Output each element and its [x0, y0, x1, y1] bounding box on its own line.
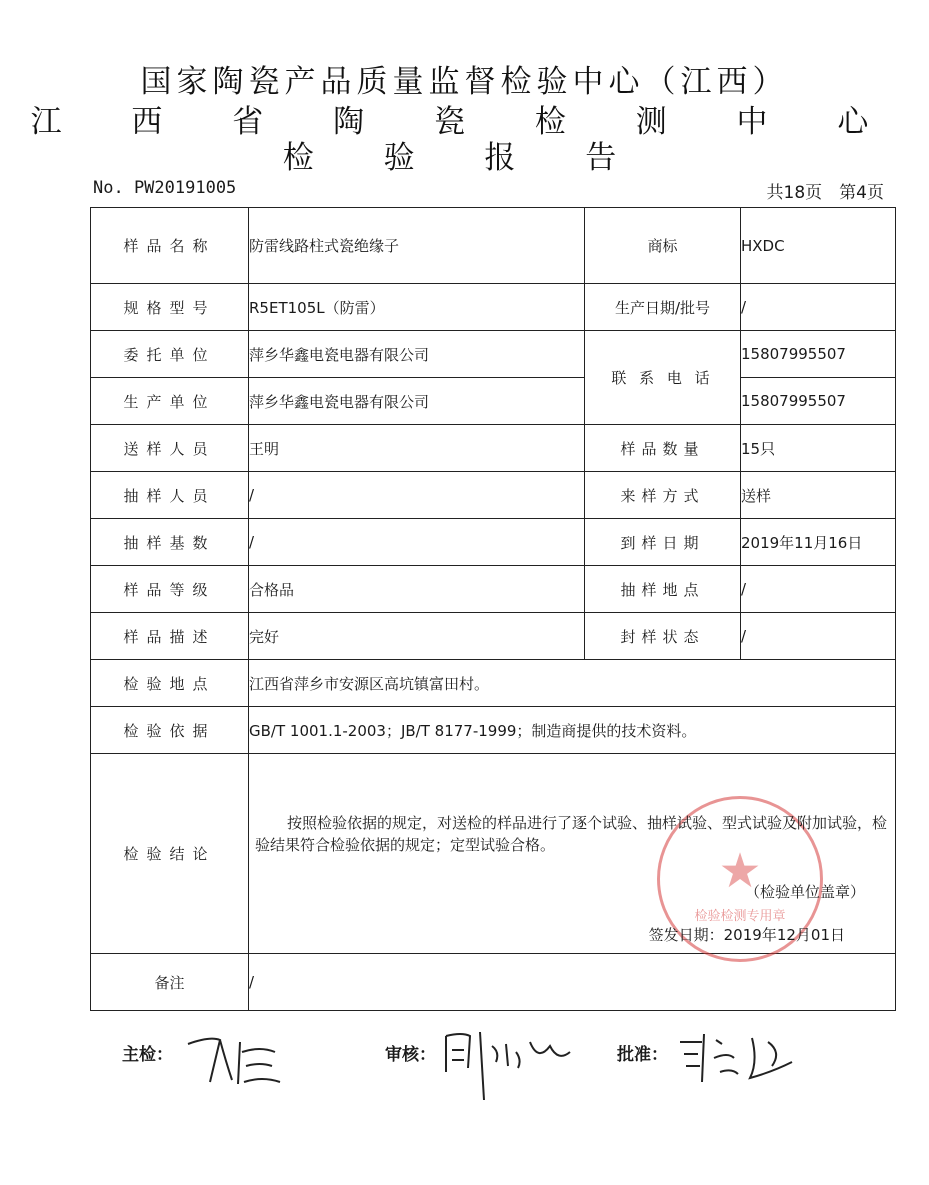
seal-star-icon: ★: [718, 843, 762, 899]
description-value: 完好: [249, 613, 585, 660]
arrival-date-value: 2019年11月16日: [741, 519, 896, 566]
description-label: 样品描述: [91, 613, 249, 660]
table-row: [91, 754, 896, 954]
model-label: 规格型号: [91, 284, 249, 331]
sender-value: 王明: [249, 425, 585, 472]
table-row: [91, 519, 896, 566]
producer-value: 萍乡华鑫电瓷电器有限公司: [249, 378, 585, 425]
quantity-value: 15只: [741, 425, 896, 472]
model-value: R5ET105L（防雷）: [249, 284, 585, 331]
table-row: [91, 378, 896, 425]
brand-value: HXDC: [741, 208, 896, 284]
table-row: [91, 284, 896, 331]
table-row: [91, 425, 896, 472]
seal-text: 检验检测专用章: [694, 909, 786, 924]
table-row: [91, 472, 896, 519]
sampler-label: 抽样人员: [91, 472, 249, 519]
main-inspector-signature-icon: [180, 1022, 290, 1092]
basis-value: GB/T 1001.1-2003；JB/T 8177-1999；制造商提供的技术资料。: [249, 707, 896, 754]
main-inspector-label: 主检：: [122, 1045, 173, 1065]
sampling-base-value: /: [249, 519, 585, 566]
quantity-label: 样品数量: [585, 425, 741, 472]
client-label: 委托单位: [91, 331, 249, 378]
table-row: [91, 660, 896, 707]
sampling-base-label: 抽样基数: [91, 519, 249, 566]
reviewer-signature-icon: [440, 1022, 580, 1102]
sampler-value: /: [249, 472, 585, 519]
basis-label: 检验依据: [91, 707, 249, 754]
grade-value: 合格品: [249, 566, 585, 613]
reviewer-label: 审核：: [385, 1045, 436, 1065]
table-row: [91, 566, 896, 613]
approver-signature-icon: [672, 1022, 812, 1092]
producer-phone-value: 15807995507: [741, 378, 896, 425]
conclusion-cell: [249, 754, 896, 954]
sample-method-label: 来样方式: [585, 472, 741, 519]
sampling-place-value: /: [741, 566, 896, 613]
table-row: [91, 954, 896, 1011]
production-date-label: 生产日期/批号: [585, 284, 741, 331]
producer-label: 生产单位: [91, 378, 249, 425]
page-info: 共18页 第4页: [766, 183, 884, 203]
client-phone-value: 15807995507: [741, 331, 896, 378]
sample-method-value: 送样: [741, 472, 896, 519]
title-line3-text: 检 验 报 告: [282, 140, 647, 176]
conclusion-label: 检验结论: [91, 754, 249, 954]
table-row: [91, 707, 896, 754]
table-row: [91, 208, 896, 284]
title-line2-text: 江 西 省 陶 瓷 检 测 中 心: [30, 104, 899, 140]
document-number: No. PW20191005: [93, 178, 237, 198]
inspection-place-value: 江西省萍乡市安源区高坑镇富田村。: [249, 660, 896, 707]
production-date-value: /: [741, 284, 896, 331]
remarks-value: /: [249, 954, 896, 1011]
table-row: [91, 331, 896, 378]
report-title-line3: [0, 132, 929, 177]
client-value: 萍乡华鑫电瓷电器有限公司: [249, 331, 585, 378]
approver-label: 批准：: [617, 1045, 668, 1065]
report-table: [90, 207, 896, 1011]
sample-name-value: 防雷线路柱式瓷绝缘子: [249, 208, 585, 284]
grade-label: 样品等级: [91, 566, 249, 613]
issue-date: 签发日期：2019年12月01日: [648, 926, 845, 944]
stamp-note: （检验单位盖章）: [744, 883, 865, 901]
contact-phone-label: 联 系 电 话: [585, 331, 741, 425]
inspection-place-label: 检验地点: [91, 660, 249, 707]
report-title-line1: 国家陶瓷产品质量监督检验中心（江西）: [140, 64, 789, 100]
sender-label: 送样人员: [91, 425, 249, 472]
conclusion-text: 按照检验依据的规定，对送检的样品进行了逐个试验、抽样试验、型式试验及附加试验，检验结果符合检验依据的规定；定型试验合格。: [255, 814, 888, 854]
seal-status-label: 封样状态: [585, 613, 741, 660]
brand-label: 商标: [585, 208, 741, 284]
seal-status-value: /: [741, 613, 896, 660]
remarks-label: 备注: [91, 954, 249, 1011]
sampling-place-label: 抽样地点: [585, 566, 741, 613]
table-row: [91, 613, 896, 660]
arrival-date-label: 到样日期: [585, 519, 741, 566]
sample-name-label: 样品名称: [91, 208, 249, 284]
